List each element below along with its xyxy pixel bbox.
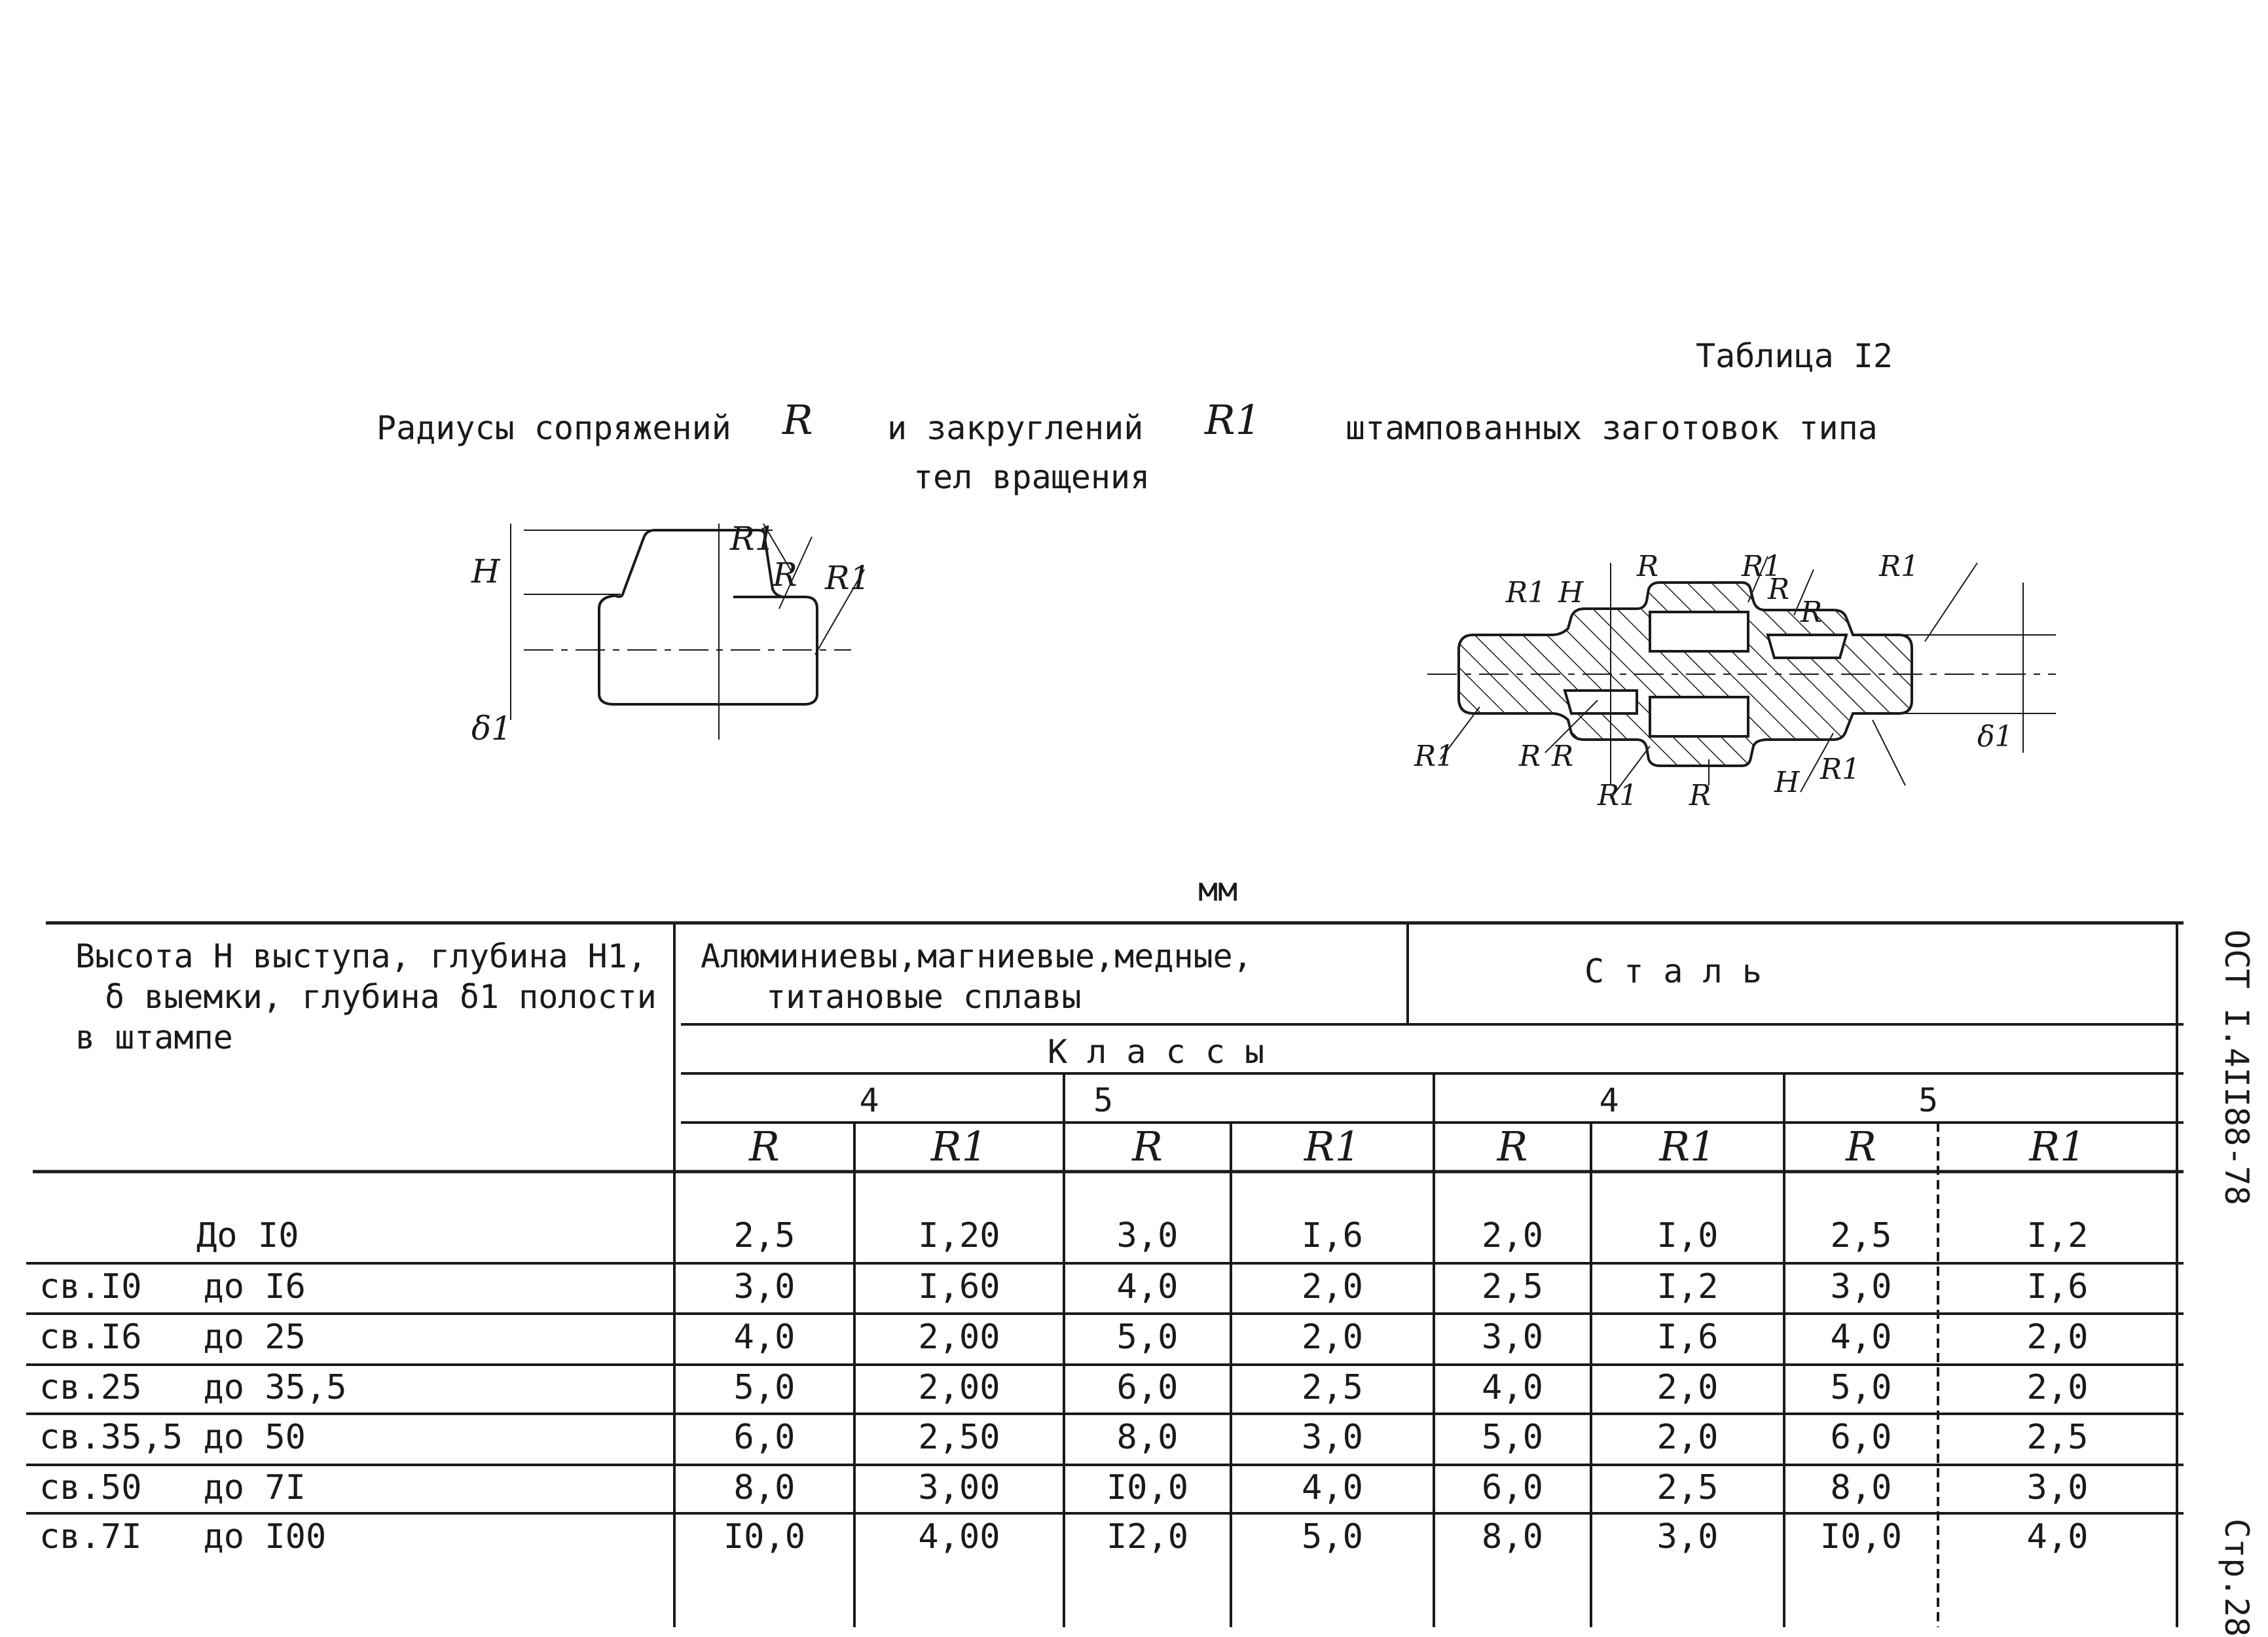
column-symbol-2: R1: [930, 1123, 988, 1170]
table-cell: 2,0: [1482, 1216, 1543, 1255]
title-part-1: Радиусы сопряжений: [376, 409, 731, 447]
table-cell: 2,5: [1656, 1468, 1719, 1507]
table-cell: I2,0: [1106, 1517, 1189, 1556]
header-parameter: [75, 936, 657, 1058]
column-symbol-7: R: [1846, 1123, 1876, 1170]
table-cell: I0,0: [1106, 1468, 1189, 1507]
title-symbol-r: R: [782, 396, 813, 444]
right-label-delta1: δ1: [1977, 720, 2013, 753]
table-cell: 3,0: [1302, 1418, 1363, 1457]
left-label-delta1: δ1: [471, 710, 512, 747]
table-cell: 2,00: [918, 1318, 1000, 1357]
header-classes: К л а с с ы: [1048, 1033, 1265, 1071]
header-alloys-line-2: титановые сплавы: [766, 978, 1082, 1016]
right-label-r-b: R: [1768, 573, 1790, 606]
right-label-r-d: R: [1519, 740, 1541, 773]
table-cell: 3,0: [2026, 1468, 2089, 1507]
table-cell: I,0: [1656, 1216, 1719, 1255]
row-label: св.35,5 до 50: [39, 1418, 306, 1457]
right-label-h-b: H: [1774, 766, 1800, 799]
table-cell: 6,0: [1116, 1368, 1179, 1407]
table-cell: 2,0: [1302, 1267, 1363, 1306]
right-label-r1-e: R1: [1598, 779, 1638, 812]
table-cell: 6,0: [1830, 1418, 1892, 1457]
right-label-r-e: R: [1552, 740, 1574, 773]
table-cell: 2,50: [918, 1418, 1000, 1457]
column-symbol-3: R: [1132, 1123, 1163, 1170]
right-label-r1-a: R1: [1506, 576, 1546, 609]
row-label: св.I6 до 25: [39, 1318, 306, 1357]
left-label-h: H: [471, 552, 500, 590]
column-symbol-1: R: [749, 1123, 780, 1170]
table-cell: 5,0: [1302, 1517, 1363, 1556]
table-cell: 2,0: [1302, 1318, 1363, 1357]
class-steel-5: 5: [1918, 1081, 1939, 1119]
table-cell: I,60: [918, 1267, 1000, 1306]
table-cell: 2,00: [918, 1368, 1000, 1407]
row-label: св.I0 до I6: [39, 1267, 306, 1306]
table-cell: 5,0: [733, 1368, 796, 1407]
right-label-r-c: R: [1801, 596, 1823, 629]
table-cell: I,2: [1656, 1267, 1719, 1306]
class-alloys-4: 4: [859, 1081, 879, 1119]
right-label-r1-b: R1: [1742, 550, 1782, 583]
table-cell: 5,0: [1482, 1418, 1543, 1457]
table-cell: 4,0: [1830, 1318, 1892, 1357]
table-cell: 2,5: [1482, 1267, 1543, 1306]
table-cell: 3,00: [918, 1468, 1000, 1507]
table-cell: 5,0: [1830, 1368, 1892, 1407]
header-alloys-line-1: Алюминиевы,магниевые,медные,: [701, 937, 1253, 975]
table-cell: 3,0: [1656, 1517, 1719, 1556]
table-cell: 3,0: [733, 1267, 796, 1306]
table-cell: I,6: [1302, 1216, 1363, 1255]
left-label-r1-top: R1: [730, 524, 776, 558]
row-label: св.50 до 7I: [39, 1468, 306, 1507]
table-cell: 4,0: [1482, 1368, 1543, 1407]
header-parameter-line-2: δ выемки, глубина δ1 полости: [105, 978, 657, 1016]
table-cell: 2,0: [2026, 1318, 2089, 1357]
column-symbol-4: R1: [1304, 1123, 1361, 1170]
right-label-r-f: R: [1689, 779, 1711, 812]
row-label: До I0: [196, 1216, 299, 1255]
table-cell: 8,0: [1830, 1468, 1892, 1507]
side-doc-code: ОСТ I.4II88-78: [2218, 929, 2256, 1206]
table-cell: 3,0: [1482, 1318, 1543, 1357]
table-cell: 4,00: [918, 1517, 1000, 1556]
column-symbol-5: R: [1497, 1123, 1528, 1170]
table-cell: 6,0: [733, 1418, 796, 1457]
table-cell: 2,0: [2026, 1368, 2089, 1407]
title-symbol-r1: R1: [1205, 396, 1262, 444]
right-label-r1-c: R1: [1879, 550, 1920, 583]
title-part-2: и закруглений: [887, 409, 1144, 447]
table-cell: 2,5: [2026, 1418, 2089, 1457]
table-cell: 4,0: [2026, 1517, 2089, 1556]
table-label: Таблица I2: [1696, 337, 1893, 375]
table-cell: 2,0: [1656, 1368, 1719, 1407]
table-cell: 3,0: [1116, 1216, 1179, 1255]
right-label-r1-d: R1: [1414, 740, 1455, 773]
side-page-number: Стр.28: [2218, 1519, 2256, 1637]
title-part-3: штампованных заготовок типа: [1345, 409, 1878, 447]
column-symbol-6: R1: [1659, 1123, 1716, 1170]
table-cell: 2,5: [1830, 1216, 1892, 1255]
table-cell: 4,0: [1302, 1468, 1363, 1507]
row-label: св.7I до I00: [39, 1517, 327, 1556]
table-cell: I,6: [1656, 1318, 1719, 1357]
row-label: св.25 до 35,5: [39, 1368, 347, 1407]
right-label-h-a: H: [1558, 576, 1584, 609]
header-parameter-line-3: в штампе: [75, 1018, 233, 1056]
table-cell: 8,0: [1482, 1517, 1543, 1556]
table-cell: 8,0: [1116, 1418, 1179, 1457]
header-group-steel: С т а л ь: [1584, 952, 1762, 990]
table-cell: 4,0: [733, 1318, 796, 1357]
table-cell: 2,5: [733, 1216, 796, 1255]
left-label-r1-right: R1: [825, 559, 871, 597]
class-steel-4: 4: [1599, 1081, 1619, 1119]
table-cell: 5,0: [1116, 1318, 1179, 1357]
column-symbol-8: R1: [2029, 1123, 2086, 1170]
table-cell: I,20: [918, 1216, 1000, 1255]
table-cell: I,2: [2026, 1216, 2089, 1255]
title-line-2: тел вращения: [913, 458, 1150, 496]
table-cell: 3,0: [1830, 1267, 1892, 1306]
table-cell: 4,0: [1116, 1267, 1179, 1306]
table-cell: 2,5: [1302, 1368, 1363, 1407]
header-parameter-line-1: Высота H выступа, глубина H1,: [75, 937, 647, 975]
left-label-r: R: [773, 556, 797, 594]
right-label-r1-f: R1: [1820, 753, 1861, 786]
class-alloys-5: 5: [1093, 1081, 1114, 1119]
table-cell: I0,0: [723, 1517, 806, 1556]
right-label-r-a: R: [1637, 550, 1659, 583]
table-cell: I0,0: [1820, 1517, 1903, 1556]
header-group-alloys: [701, 936, 1253, 1017]
table-cell: 8,0: [733, 1468, 796, 1507]
table-cell: 2,0: [1656, 1418, 1719, 1457]
table-cell: I,6: [2026, 1267, 2089, 1306]
table-cell: 6,0: [1482, 1468, 1543, 1507]
units-label: мм: [1198, 871, 1238, 908]
